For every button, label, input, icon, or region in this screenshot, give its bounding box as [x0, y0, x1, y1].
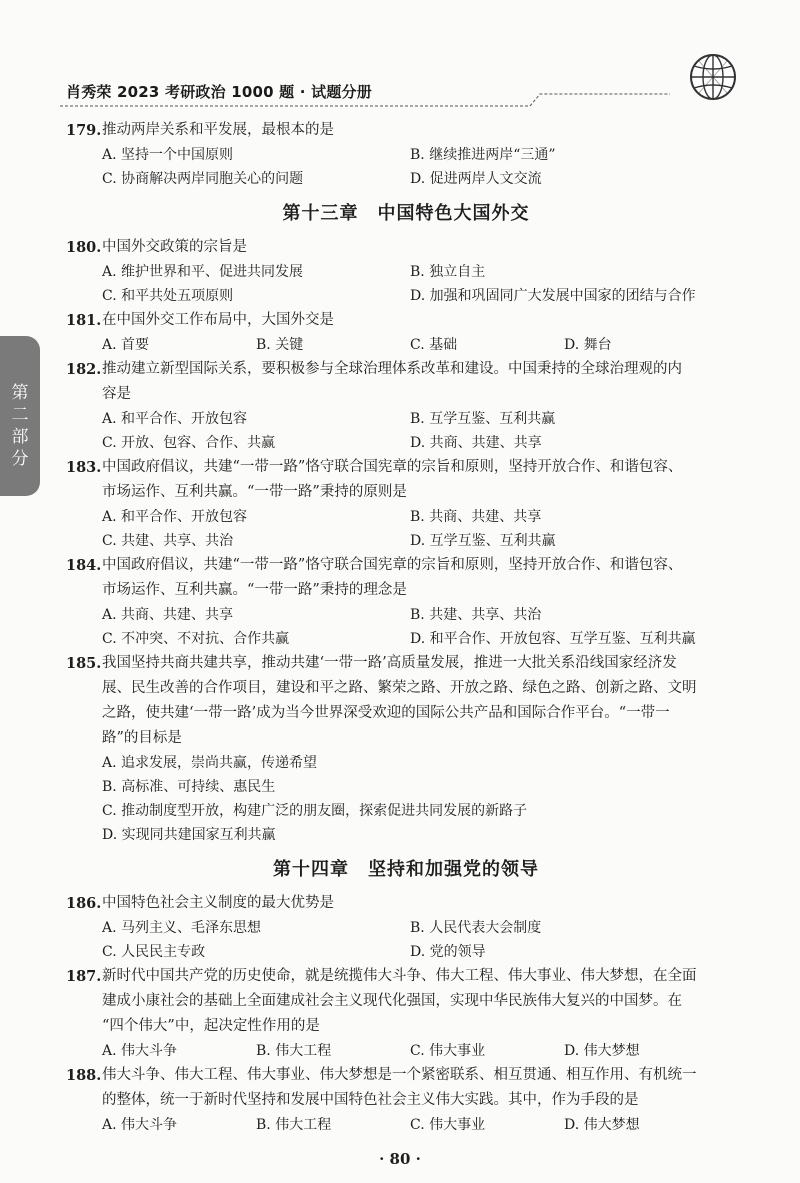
option-a: A. 维护世界和平、促进共同发展	[102, 264, 304, 280]
option-c: C. 推动制度型开放，构建广泛的朋友圈，探索促进共同发展的新路子	[102, 803, 528, 819]
option-a: A. 坚持一个中国原则	[102, 147, 234, 163]
question-stem: 在中国外交工作布局中，大国外交是	[102, 312, 334, 328]
question-stem-continued: 市场运作、互利共赢。“一带一路”秉持的理念是	[102, 582, 407, 598]
question-186	[66, 891, 746, 964]
question-number: 184.	[66, 557, 102, 574]
question-183	[66, 455, 746, 553]
question-stem-continued: 建成小康社会的基础上全面建成社会主义现代化强国，实现中华民族伟大复兴的中国梦。在	[102, 993, 682, 1009]
question-number: 182.	[66, 361, 102, 378]
options	[66, 143, 746, 191]
option-a: A. 马列主义、毛泽东思想	[102, 920, 262, 936]
option-d: D. 共商、共建、共享	[410, 435, 542, 451]
question-stem: 推动两岸关系和平发展，最根本的是	[102, 122, 334, 138]
option-d: D. 伟大梦想	[564, 1043, 640, 1059]
option-a: A. 首要	[102, 337, 150, 353]
option-a: A. 伟大斗争	[102, 1117, 178, 1133]
question-stem: 伟大斗争、伟大工程、伟大事业、伟大梦想是一个紧密联系、相互贯通、相互作用、有机统一	[102, 1067, 697, 1083]
option-a: A. 和平合作、开放包容	[102, 411, 248, 427]
question-stem-continued: “四个伟大”中，起决定性作用的是	[102, 1018, 320, 1034]
header-title: 肖秀荣 2023 考研政治 1000 题 · 试题分册	[66, 83, 372, 101]
options	[66, 916, 746, 964]
question-187	[66, 964, 746, 1063]
option-d: D. 促进两岸人文交流	[410, 171, 542, 187]
option-c: C. 不冲突、不对抗、合作共赢	[102, 631, 290, 647]
question-number: 183.	[66, 459, 102, 476]
option-d: D. 党的领导	[410, 944, 486, 960]
option-b: B. 共商、共建、共享	[410, 509, 542, 525]
question-180	[66, 235, 746, 308]
question-stem: 中国政府倡议，共建“一带一路”恪守联合国宪章的宗旨和原则，坚持开放合作、和谐包容、	[102, 557, 683, 573]
option-d: D. 舞台	[564, 337, 612, 353]
question-185	[66, 651, 746, 847]
question-number: 186.	[66, 895, 102, 912]
question-stem-continued: 之路，使共建‘一带一路’成为当今世界深受欢迎的国际公共产品和国际合作平台。“一带一	[102, 705, 670, 721]
option-d: D. 加强和巩固同广大发展中国家的团结与合作	[410, 288, 696, 304]
option-a: A. 和平合作、开放包容	[102, 509, 248, 525]
question-stem: 中国外交政策的宗旨是	[102, 239, 247, 255]
options	[66, 603, 746, 651]
question-number: 179.	[66, 122, 102, 139]
option-b: B. 人民代表大会制度	[410, 920, 542, 936]
options	[66, 505, 746, 553]
option-b: B. 关键	[256, 337, 304, 353]
question-stem-continued: 的整体，统一于新时代坚持和发展中国特色社会主义伟大实践。其中，作为手段的是	[102, 1092, 639, 1108]
question-number: 180.	[66, 239, 102, 256]
question-stem: 新时代中国共产党的历史使命，就是统揽伟大斗争、伟大工程、伟大事业、伟大梦想，在全面	[102, 968, 697, 984]
question-stem-continued: 路”的目标是	[102, 730, 182, 746]
question-stem: 推动建立新型国际关系，要积极参与全球治理体系改革和建设。中国秉持的全球治理观的内	[102, 361, 682, 377]
option-b: B. 继续推进两岸“三通”	[410, 147, 556, 163]
section-side-tab-label: 第二部分	[11, 383, 29, 469]
question-stem: 中国政府倡议，共建“一带一路”恪守联合国宪章的宗旨和原则，坚持开放合作、和谐包容、	[102, 459, 683, 475]
question-188	[66, 1063, 746, 1137]
option-b: B. 高标准、可持续、惠民生	[102, 779, 276, 795]
options	[66, 260, 746, 308]
options	[66, 1039, 746, 1063]
option-a: A. 追求发展，崇尚共赢，传递希望	[102, 755, 318, 771]
question-stem: 我国坚持共商共建共享，推动共建‘一带一路’高质量发展，推进一大批关系沿线国家经济发	[102, 655, 677, 671]
question-number: 187.	[66, 968, 102, 985]
globe-logo-icon	[688, 52, 738, 102]
option-d: D. 伟大梦想	[564, 1117, 640, 1133]
section-side-tab	[0, 336, 40, 496]
option-c: C. 基础	[410, 337, 458, 353]
option-b: B. 伟大工程	[256, 1043, 332, 1059]
option-c: C. 和平共处五项原则	[102, 288, 234, 304]
option-c: C. 伟大事业	[410, 1117, 486, 1133]
option-c: C. 共建、共享、共治	[102, 533, 234, 549]
question-179	[66, 118, 746, 191]
option-b: B. 伟大工程	[256, 1117, 332, 1133]
option-c: C. 开放、包容、合作、共赢	[102, 435, 276, 451]
chapter-13-title: 第十三章 中国特色大国外交	[282, 203, 530, 224]
page-number: · 80 ·	[379, 1150, 421, 1168]
question-181	[66, 308, 746, 357]
question-number: 181.	[66, 312, 102, 329]
question-number: 188.	[66, 1067, 102, 1084]
options	[66, 333, 746, 357]
options	[66, 1113, 746, 1137]
question-number: 185.	[66, 655, 102, 672]
option-a: A. 伟大斗争	[102, 1043, 178, 1059]
question-stem-continued: 容是	[102, 386, 131, 402]
question-stem: 中国特色社会主义制度的最大优势是	[102, 895, 334, 911]
question-stem-continued: 展、民生改善的合作项目，建设和平之路、繁荣之路、开放之路、绿色之路、创新之路、文明	[102, 680, 697, 696]
option-c: C. 协商解决两岸同胞关心的问题	[102, 171, 304, 187]
option-b: B. 互学互鉴、互利共赢	[410, 411, 556, 427]
option-b: B. 独立自主	[410, 264, 486, 280]
option-b: B. 共建、共享、共治	[410, 607, 542, 623]
option-d: D. 互学互鉴、互利共赢	[410, 533, 556, 549]
option-d: D. 和平合作、开放包容、互学互鉴、互利共赢	[410, 631, 696, 647]
options	[66, 751, 746, 847]
option-c: C. 人民民主专政	[102, 944, 206, 960]
options	[66, 407, 746, 455]
chapter-14-title: 第十四章 坚持和加强党的领导	[273, 859, 539, 880]
question-content	[66, 118, 746, 1137]
question-182	[66, 357, 746, 455]
option-c: C. 伟大事业	[410, 1043, 486, 1059]
option-a: A. 共商、共建、共享	[102, 607, 234, 623]
question-184	[66, 553, 746, 651]
option-d: D. 实现同共建国家互利共赢	[102, 827, 276, 843]
question-stem-continued: 市场运作、互利共赢。“一带一路”秉持的原则是	[102, 484, 407, 500]
